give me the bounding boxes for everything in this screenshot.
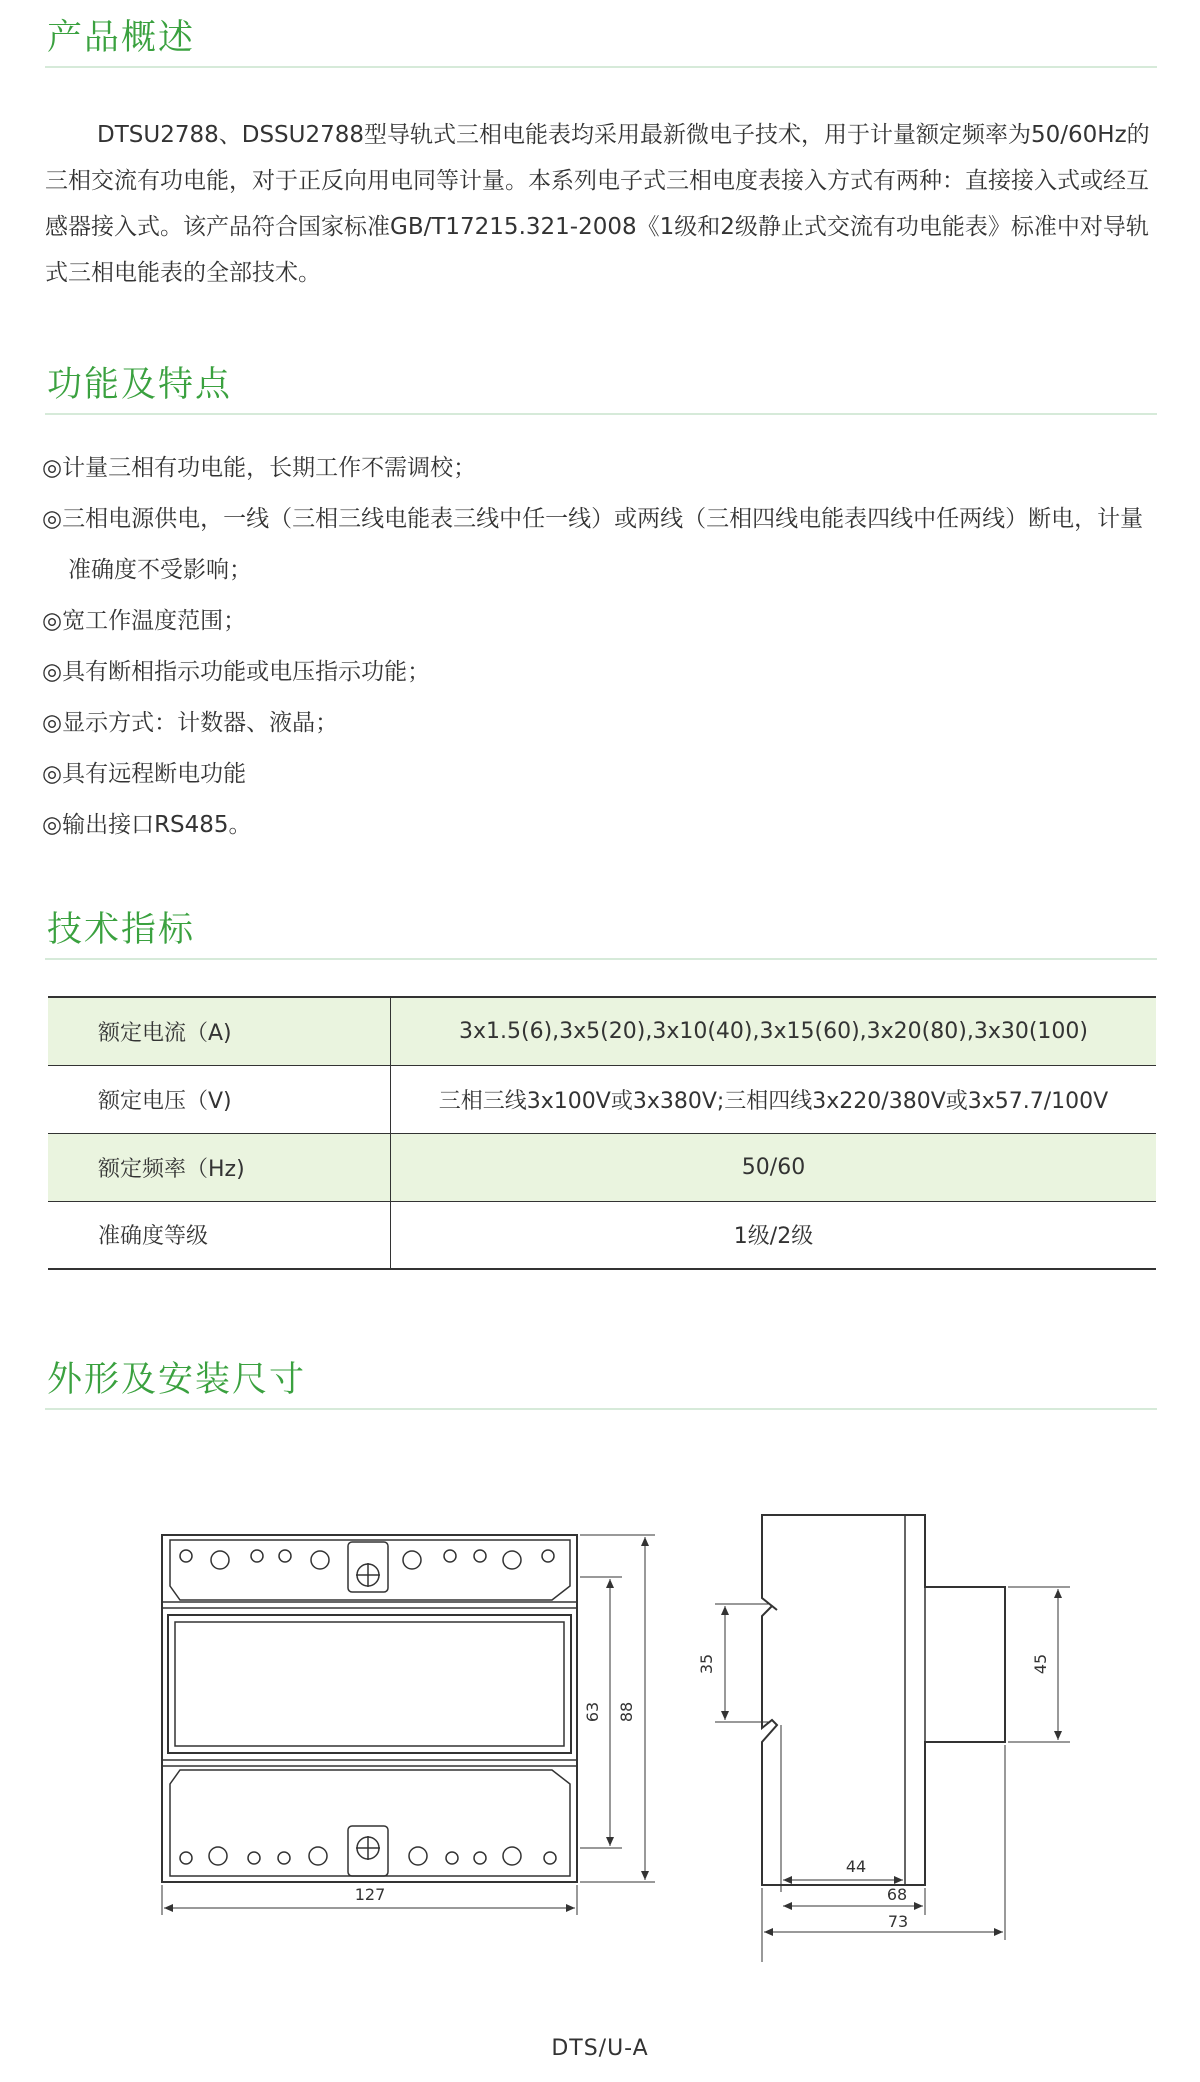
table-row — [48, 997, 1156, 1065]
side-depth-44-label: 44 — [845, 1857, 867, 1876]
side-outline — [762, 1515, 1005, 1885]
model-caption: DTS/U-A — [551, 2036, 649, 2061]
feature-item: ◎具有断相指示功能或电压指示功能； — [42, 659, 431, 685]
feature-item: ◎输出接口RS485。 — [42, 812, 252, 838]
overview-section-title — [45, 18, 1157, 68]
feature-item: ◎计量三相有功电能，长期工作不需调校； — [42, 455, 477, 481]
specs-section-title — [45, 910, 1157, 960]
feature-item: ◎具有远程断电功能 — [42, 761, 247, 787]
dimensions-section-title — [45, 1360, 1157, 1410]
bottom-terminal-holes — [180, 1826, 556, 1876]
top-terminal-block — [170, 1540, 570, 1600]
display-window — [168, 1615, 571, 1753]
front-view — [162, 1535, 655, 1915]
feature-item: ◎宽工作温度范围； — [42, 608, 247, 634]
spec-label: 准确度等级 — [48, 1201, 391, 1269]
display-inner — [175, 1622, 564, 1746]
specs-title-text: 技术指标 — [47, 910, 196, 950]
spec-label: 额定电流（A) — [48, 997, 391, 1065]
spec-value: 三相三线3x100V或3x380V;三相四线3x220/380V或3x57.7/100V — [391, 1065, 1157, 1133]
table-row — [48, 1065, 1156, 1133]
bottom-terminal-block — [170, 1770, 570, 1876]
table-row — [48, 1201, 1156, 1269]
spec-table — [48, 996, 1156, 1270]
spec-value: 50/60 — [391, 1133, 1157, 1201]
spec-value: 1级/2级 — [391, 1201, 1157, 1269]
feature-item: ◎三相电源供电，一线（三相三线电能表三线中任一线）或两线（三相四线电能表四线中任两线）断电，计量准确度不受影响； — [42, 506, 1144, 583]
spec-label: 额定频率（Hz) — [48, 1133, 391, 1201]
front-width-label: 127 — [354, 1885, 386, 1904]
spec-value: 3x1.5(6),3x5(20),3x10(40),3x15(60),3x20(80),3x30(100) — [391, 997, 1157, 1065]
front-outline — [162, 1535, 577, 1882]
table-row — [48, 1133, 1156, 1201]
dimension-drawing — [0, 1480, 1200, 2000]
features-section-title — [45, 365, 1157, 415]
dimensions-title-text: 外形及安装尺寸 — [47, 1360, 307, 1400]
overview-title-text: 产品概述 — [47, 18, 196, 58]
side-rail-label: 35 — [697, 1653, 716, 1675]
front-inner-height-label: 63 — [583, 1701, 602, 1723]
side-view — [697, 1515, 1070, 1962]
feature-item: ◎显示方式：计数器、液晶； — [42, 710, 339, 736]
overview-paragraph: DTSU2788、DSSU2788型导轨式三相电能表均采用最新微电子技术，用于计量额定频率为50/60Hz的三相交流有功电能，对于正反向用电同等计量。本系列电子式三相电度表接入方式有两种：直接接入式或经互感器接入式。该产品符合国家标准GB/T17215.321-2008《1级和2级静止式交流有功电能表》标准中对导轨式三相电能表的全部技术。 — [45, 122, 1150, 286]
top-terminal-holes — [180, 1542, 554, 1592]
side-depth-68-label: 68 — [886, 1885, 908, 1904]
side-step-label: 45 — [1031, 1653, 1050, 1675]
features-title-text: 功能及特点 — [47, 365, 233, 405]
spec-label: 额定电压（V) — [48, 1065, 391, 1133]
side-depth-73-label: 73 — [887, 1912, 909, 1931]
front-outer-height-label: 88 — [617, 1701, 636, 1723]
